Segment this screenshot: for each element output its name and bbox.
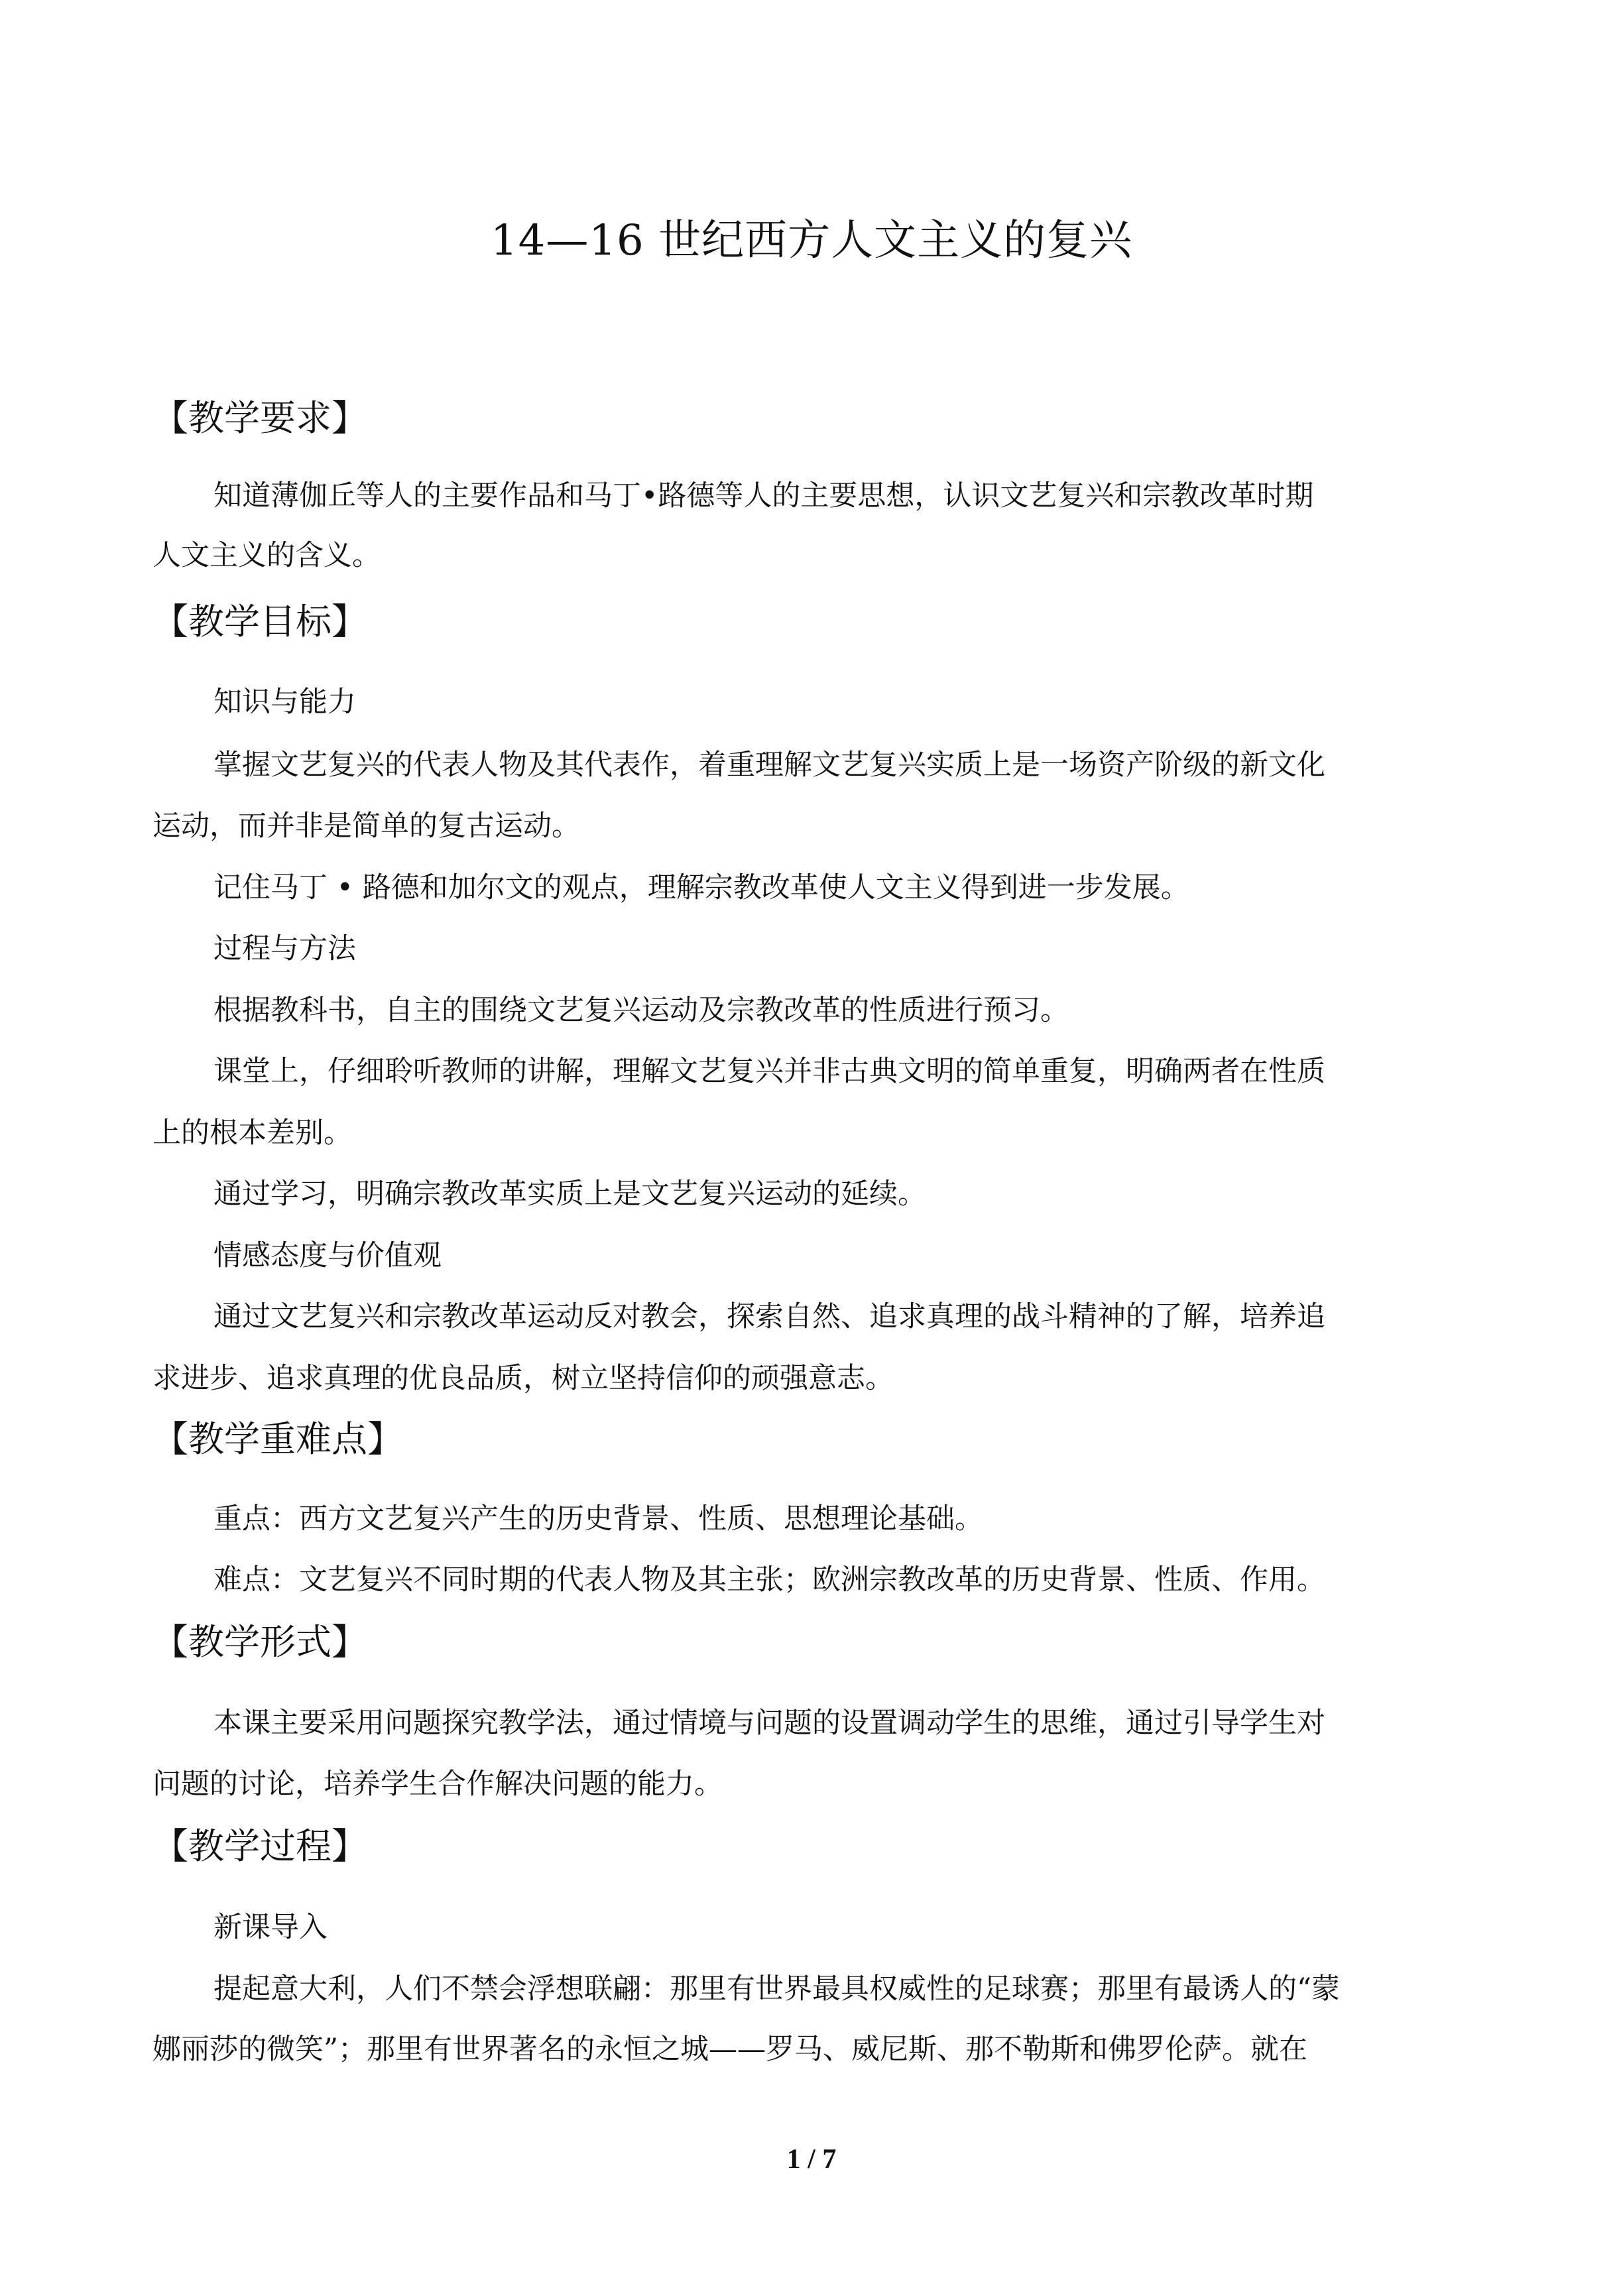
subheading-process-method: 过程与方法 <box>213 932 356 965</box>
paragraph-line: 人文主义的含义。 <box>152 539 381 572</box>
subheading-knowledge: 知识与能力 <box>213 686 356 719</box>
section-heading-objectives: 【教学目标】 <box>152 601 367 642</box>
paragraph-line: 娜丽莎的微笑”；那里有世界著名的永恒之城——罗马、威尼斯、那不勒斯和佛罗伦萨。就在 <box>152 2033 1307 2066</box>
paragraph-line: 课堂上，仔细聆听教师的讲解，理解文艺复兴并非古典文明的简单重复，明确两者在性质 <box>213 1055 1325 1088</box>
paragraph-line: 上的根本差别。 <box>152 1117 352 1150</box>
paragraph-line: 问题的讨论，培养学生合作解决问题的能力。 <box>152 1768 723 1801</box>
paragraph-line: 通过学习，明确宗教改革实质上是文艺复兴运动的延续。 <box>213 1178 926 1211</box>
paragraph-line: 运动，而并非是简单的复古运动。 <box>152 810 580 843</box>
paragraph-line: 难点：文艺复兴不同时期的代表人物及其主张；欧洲宗教改革的历史背景、性质、作用。 <box>213 1563 1325 1597</box>
page-number: 1 / 7 <box>786 2144 837 2175</box>
document-title: 14—16 世纪西方人文主义的复兴 <box>490 216 1133 265</box>
section-heading-process: 【教学过程】 <box>152 1825 367 1867</box>
paragraph-line: 知道薄伽丘等人的主要作品和马丁•路德等人的主要思想，认识文艺复兴和宗教改革时期 <box>213 479 1314 513</box>
paragraph-line: 重点：西方文艺复兴产生的历史背景、性质、思想理论基础。 <box>213 1502 983 1536</box>
paragraph-line: 求进步、追求真理的优良品质，树立坚持信仰的顽强意志。 <box>152 1362 894 1395</box>
section-heading-keypoints: 【教学重难点】 <box>152 1418 403 1460</box>
subheading-intro: 新课导入 <box>213 1911 328 1944</box>
section-heading-requirements: 【教学要求】 <box>152 397 367 439</box>
paragraph-line: 掌握文艺复兴的代表人物及其代表作，着重理解文艺复兴实质上是一场资产阶级的新文化 <box>213 749 1325 782</box>
section-heading-form: 【教学形式】 <box>152 1621 367 1663</box>
paragraph-line: 通过文艺复兴和宗教改革运动反对教会，探索自然、追求真理的战斗精神的了解，培养追 <box>213 1300 1325 1333</box>
paragraph-line: 提起意大利，人们不禁会浮想联翩：那里有世界最具权威性的足球赛；那里有最诱人的“蒙 <box>213 1972 1340 2006</box>
paragraph-line: 本课主要采用问题探究教学法，通过情境与问题的设置调动学生的思维，通过引导学生对 <box>213 1707 1325 1740</box>
paragraph-line: 根据教科书，自主的围绕文艺复兴运动及宗教改革的性质进行预习。 <box>213 994 1069 1027</box>
paragraph-line: 记住马丁 • 路德和加尔文的观点，理解宗教改革使人文主义得到进一步发展。 <box>213 871 1189 904</box>
subheading-emotion-values: 情感态度与价值观 <box>213 1239 442 1272</box>
